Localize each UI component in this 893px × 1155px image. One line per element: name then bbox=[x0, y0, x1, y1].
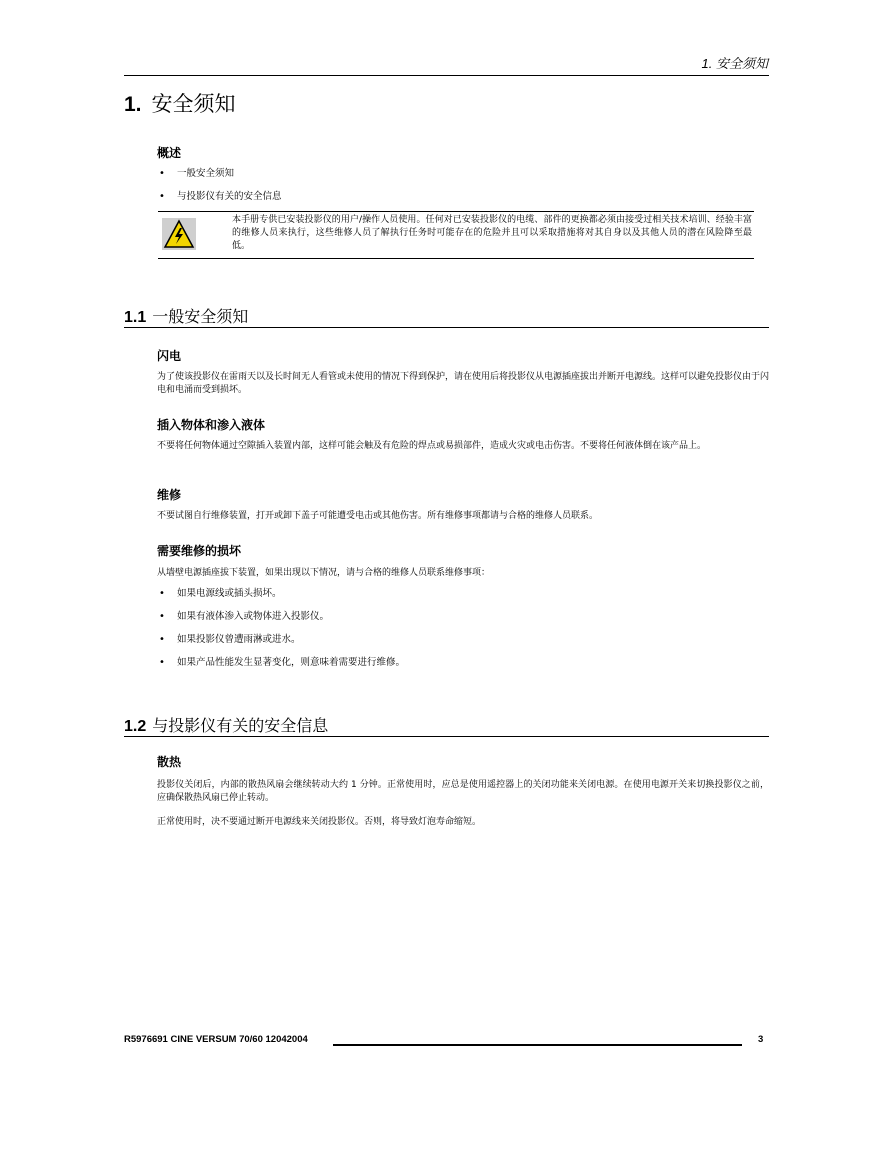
damage-heading: 需要维修的损坏 bbox=[157, 544, 242, 558]
list-item-text: 如果产品性能发生显著变化，则意味着需要进行维修。 bbox=[177, 657, 406, 668]
header-rule bbox=[124, 75, 769, 76]
objects-text: 不要将任何物体通过空隙插入装置内部，这样可能会触及有危险的焊点或易损部件，造成火灾或电击伤害。不要将任何液体倒在该产品上。 bbox=[157, 441, 707, 451]
high-voltage-warning-icon bbox=[162, 218, 196, 250]
section-1-2-title-text: 与投影仪有关的安全信息 bbox=[152, 716, 329, 735]
list-item bbox=[157, 588, 405, 611]
service-heading: 维修 bbox=[157, 488, 182, 502]
footer-doc-id: R5976691 CINE VERSUM 70/60 12042004 bbox=[124, 1034, 308, 1045]
footer-rule bbox=[333, 1044, 742, 1046]
lightning-heading: 闪电 bbox=[157, 349, 182, 363]
running-header-title: 1. 安全须知 bbox=[701, 56, 768, 71]
damage-intro: 从墙壁电源插座拔下装置，如果出现以下情况，请与合格的维修人员联系维修事项： bbox=[157, 568, 491, 578]
list-item-text: 与投影仪有关的安全信息 bbox=[177, 191, 282, 202]
overview-list bbox=[157, 168, 282, 214]
list-item-text: 一般安全须知 bbox=[177, 168, 235, 179]
page-number: 3 bbox=[758, 1034, 764, 1045]
section-1-2-number: 1.2 bbox=[124, 718, 147, 735]
chapter-number: 1. bbox=[124, 93, 142, 116]
warning-text: 本手册专供已安装投影仪的用户/操作人员使用。任何对已安装投影仪的电缆、部件的更换都必须由接受过相关技术培训、经验丰富的维修人员来执行，这些维修人员了解执行任务时可能存在的危险并且可以采取措施将对其自身以及其他人员的潜在风险降至最低。 bbox=[232, 215, 752, 251]
chapter-title-text: 安全须知 bbox=[151, 92, 236, 116]
list-item bbox=[157, 634, 405, 657]
list-item bbox=[157, 657, 405, 680]
bullet: • bbox=[159, 191, 165, 202]
objects-heading: 插入物体和渗入液体 bbox=[157, 418, 266, 432]
cooling-para-1: 投影仪关闭后，内部的散热风扇会继续转动大约 1 分钟。正常使用时，应总是使用遥控器上的关闭功能来关闭电源。在使用电源开关来切换投影仪之前，应确保散热风扇已停止转动。 bbox=[157, 780, 769, 803]
bullet: • bbox=[159, 634, 165, 645]
service-text: 不要试图自行维修装置，打开或卸下盖子可能遭受电击或其他伤害。所有维修事项都请与合格的维修人员联系。 bbox=[157, 511, 599, 521]
cooling-heading: 散热 bbox=[157, 755, 182, 769]
bullet: • bbox=[159, 588, 165, 599]
list-item bbox=[157, 168, 282, 191]
bullet: • bbox=[159, 657, 165, 668]
section-1-1-title-text: 一般安全须知 bbox=[152, 307, 249, 326]
list-item-text: 如果投影仪曾遭雨淋或进水。 bbox=[177, 634, 301, 645]
section-1-2-rule bbox=[124, 736, 769, 737]
chapter-title bbox=[124, 88, 236, 118]
lightning-text: 为了使该投影仪在雷雨天以及长时间无人看管或未使用的情况下得到保护，请在使用后将投影仪从电源插座拔出并断开电源线。这样可以避免投影仪由于闪电和电涌而受到损坏。 bbox=[157, 372, 770, 395]
list-item bbox=[157, 611, 405, 634]
section-1-1-rule bbox=[124, 327, 769, 328]
damage-list bbox=[157, 588, 405, 680]
overview-heading: 概述 bbox=[157, 146, 182, 160]
section-1-2-title bbox=[124, 713, 328, 736]
section-1-1-number: 1.1 bbox=[124, 309, 147, 326]
list-item-text: 如果电源线或插头损坏。 bbox=[177, 588, 282, 599]
section-1-1-title bbox=[124, 304, 248, 327]
list-item-text: 如果有液体渗入或物体进入投影仪。 bbox=[177, 611, 330, 622]
warning-box bbox=[158, 211, 754, 259]
cooling-para-2: 正常使用时，决不要通过断开电源线来关闭投影仪。否则，将导致灯泡寿命缩短。 bbox=[157, 817, 482, 827]
bullet: • bbox=[159, 168, 165, 179]
bullet: • bbox=[159, 611, 165, 622]
